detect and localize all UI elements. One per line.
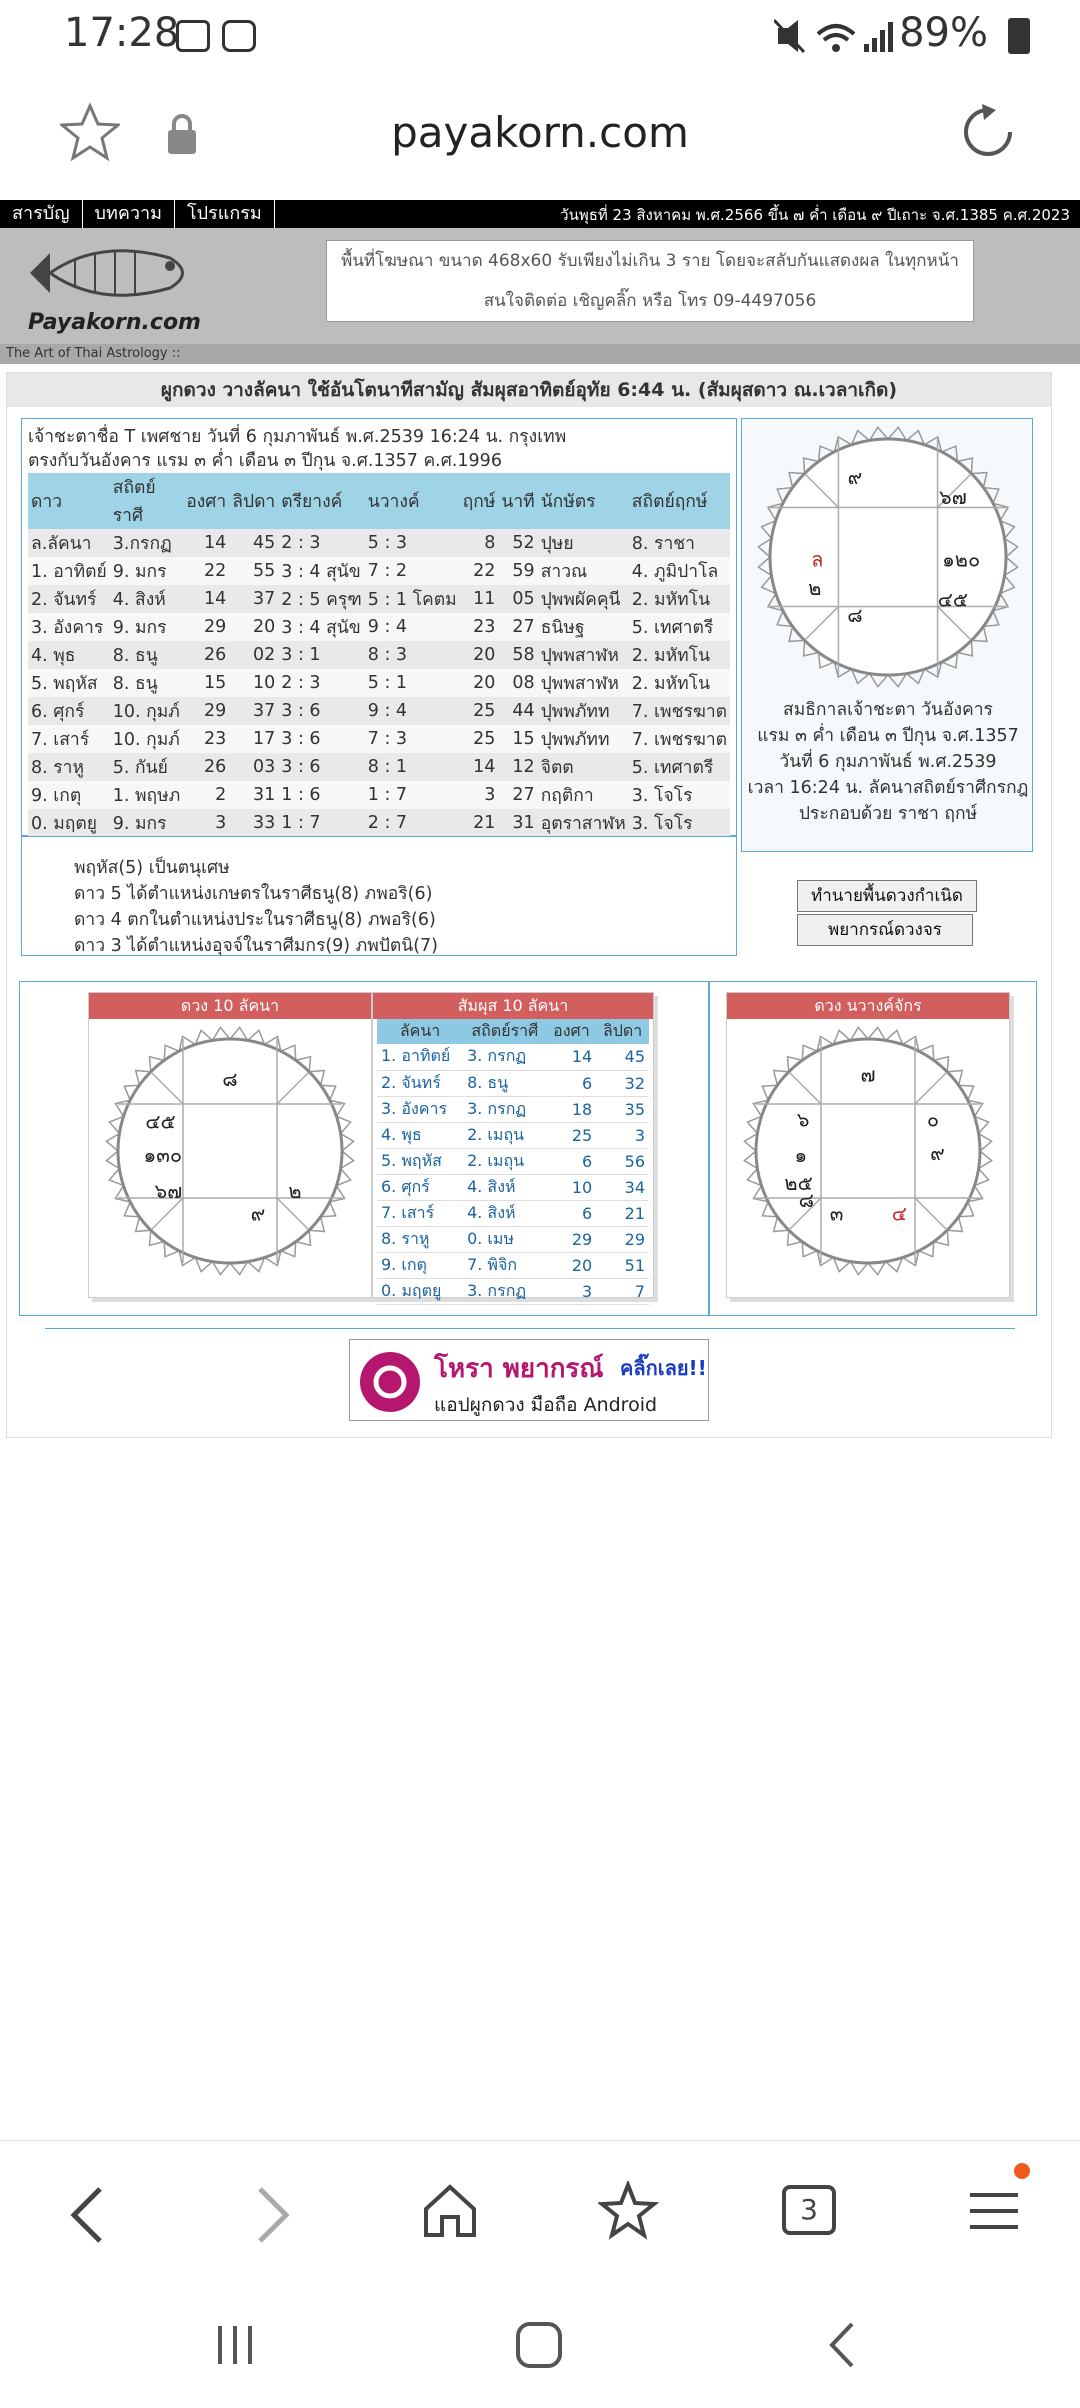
table-cell: ปุพพภัทท [538, 725, 629, 753]
wheel-label: ๓ [829, 1201, 844, 1226]
table-cell: 25 [547, 1122, 597, 1148]
table-cell: 37 [229, 585, 278, 613]
table-cell: 8. ราหู [28, 753, 110, 781]
col-header: องศา [547, 1019, 597, 1044]
wheel-label: ๑ [794, 1143, 808, 1168]
app-logo-icon [358, 1350, 422, 1414]
table-cell: 4. สิงห์ [463, 1174, 547, 1200]
browser-toolbar [0, 2140, 1080, 2280]
table-cell: 5. กันย์ [110, 753, 183, 781]
table-cell: 3. โจโร [629, 809, 730, 837]
table-row [377, 1044, 649, 1070]
table-cell: 31 [229, 781, 278, 809]
table-cell: 6 [547, 1148, 597, 1174]
table-cell: 2 : 5 ครุฑ [278, 585, 365, 613]
table-cell: 3 : 1 [278, 641, 365, 669]
table-cell: 9. มกร [110, 613, 183, 641]
table-cell: 5 : 3 [365, 529, 460, 557]
predict-transit-button[interactable]: พยากรณ์ดวงจร [797, 914, 973, 946]
table-row [377, 1096, 649, 1122]
battery-percent: 89% [899, 10, 988, 56]
table-cell: 15 [498, 725, 537, 753]
note-line: พฤหัส(5) เป็นตนุเศษ [74, 858, 230, 878]
forward-icon[interactable] [248, 2185, 298, 2245]
table-cell: 1. อาทิตย์ [377, 1044, 463, 1070]
ten-lagna-box [88, 992, 372, 1298]
table-cell: 3. อังคาร [377, 1096, 463, 1122]
col-header: องศา [183, 473, 229, 529]
table-cell: 2. มหัทโน [629, 585, 730, 613]
table-cell: 4. สิงห์ [463, 1200, 547, 1226]
tabs-button[interactable]: 3 [782, 2185, 836, 2235]
table-cell: 8 [460, 529, 499, 557]
table-row [377, 1122, 649, 1148]
site-banner [0, 228, 1080, 344]
navamsa-title: ดวง นวางค์จักร [727, 993, 1009, 1019]
table-cell: 7 : 3 [365, 725, 460, 753]
table-cell: 7. เสาร์ [28, 725, 110, 753]
table-cell: 29 [596, 1226, 649, 1252]
col-header: ดาว [28, 473, 110, 529]
ad-banner[interactable] [326, 240, 974, 322]
brand-name[interactable]: Payakorn.com [28, 310, 201, 335]
table-cell: 7 : 2 [365, 557, 460, 585]
table-row [28, 641, 730, 669]
planet-table [28, 473, 730, 837]
table-cell: 21 [460, 809, 499, 837]
table-cell: 29 [547, 1226, 597, 1252]
caption-line: แรม ๓ ค่ำ เดือน ๓ ปีกุน จ.ศ.1357 [757, 726, 1019, 746]
caption-line: สมธิกาลเจ้าชะตา วันอังคาร [783, 700, 993, 720]
gallery-icon [176, 20, 210, 52]
table-cell: 4. พุธ [28, 641, 110, 669]
table-cell: 12 [498, 753, 537, 781]
wheel-label: ๒ [808, 575, 822, 600]
table-cell: 8. ราชา [629, 529, 730, 557]
wheel-label: ๙ [250, 1201, 266, 1226]
table-row [28, 725, 730, 753]
table-cell: 3. กรกฏ [463, 1044, 547, 1070]
ten-lagna-degrees-title: สัมผุส 10 ลัคนา [373, 993, 653, 1019]
table-cell: 14 [547, 1044, 597, 1070]
table-cell: 10 [547, 1174, 597, 1200]
table-cell: 6 [547, 1200, 597, 1226]
table-cell: 3. กรกฏ [463, 1096, 547, 1122]
table-cell: 31 [498, 809, 537, 837]
table-cell: 8. ธนู [110, 641, 183, 669]
table-cell: 3 [183, 809, 229, 837]
note-line: ดาว 3 ได้ตำแหน่งอุจจ์ในราศีมกร(9) ภพปัตนิ(7) [74, 936, 438, 956]
table-cell: 7 [596, 1278, 649, 1304]
table-cell: 32 [596, 1070, 649, 1096]
col-header: สถิตย์ราศี [110, 473, 183, 529]
table-cell: 8. ธนู [110, 669, 183, 697]
table-cell: 55 [229, 557, 278, 585]
wheel-label: ๑๓๐ [143, 1143, 183, 1168]
wheel-label: ๘ [222, 1067, 238, 1092]
table-cell: 18 [547, 1096, 597, 1122]
system-nav-bar [0, 2280, 1080, 2408]
table-row [28, 669, 730, 697]
table-cell: 3 : 6 [278, 725, 365, 753]
app-ad-title: โหรา พยากรณ์ [434, 1354, 604, 1384]
ten-lagna-panel [19, 981, 709, 1316]
table-cell: 6. ศุกร์ [28, 697, 110, 725]
menu-icon[interactable] [964, 2181, 1024, 2241]
table-cell: 08 [498, 669, 537, 697]
table-row [377, 1252, 649, 1278]
table-cell: จิตต [538, 753, 629, 781]
table-cell: กฤติกา [538, 781, 629, 809]
table-cell: 05 [498, 585, 537, 613]
table-cell: 26 [183, 753, 229, 781]
table-cell: 25 [460, 697, 499, 725]
navamsa-panel [709, 981, 1037, 1316]
table-cell: อุตราสาฬห [538, 809, 629, 837]
signal-icons [774, 16, 894, 56]
back-nav-icon[interactable] [822, 2318, 862, 2372]
main-wheel-panel [741, 418, 1033, 852]
table-cell: 29 [183, 613, 229, 641]
table-cell: 3 [596, 1122, 649, 1148]
table-cell: ธนิษฐ [538, 613, 629, 641]
ad-line-1: พื้นที่โฆษณา ขนาด 468x60 รับเพียงไม่เกิน 3 ราย โดยจะสลับกันแสดงผล ในทุกหน้า [341, 251, 959, 271]
col-header: สถิตย์ราศี [463, 1019, 547, 1044]
app-ad-banner[interactable] [349, 1339, 709, 1421]
ten-lagna-degrees-box [372, 992, 654, 1301]
table-cell: 23 [460, 613, 499, 641]
owner-line-2: ตรงกับวันอังคาร แรม ๓ ค่ำ เดือน ๓ ปีกุน จ.ศ.1357 ค.ศ.1996 [28, 451, 502, 471]
table-cell: 5 : 1 [365, 669, 460, 697]
table-cell: 0. เมษ [463, 1226, 547, 1252]
table-cell: 11 [460, 585, 499, 613]
table-row [28, 557, 730, 585]
wheel-label: ๖ [796, 1107, 810, 1132]
app-ad-subtitle: แอปผูกดวง มือถือ Android [434, 1394, 658, 1416]
table-row [377, 1174, 649, 1200]
table-cell: 14 [460, 753, 499, 781]
table-cell: 4. สิงห์ [110, 585, 183, 613]
table-cell: 1 : 7 [278, 809, 365, 837]
table-cell: 58 [498, 641, 537, 669]
col-header: ตรียางค์ [278, 473, 365, 529]
table-row [28, 781, 730, 809]
table-cell: 29 [183, 697, 229, 725]
table-cell: 7. เสาร์ [377, 1200, 463, 1226]
table-cell: 7. เพชรฆาต [629, 697, 730, 725]
table-cell: 44 [498, 697, 537, 725]
table-row [28, 809, 730, 837]
table-cell: 0. มฤตยู [377, 1278, 463, 1304]
table-cell: 8 : 3 [365, 641, 460, 669]
table-row [28, 697, 730, 725]
table-cell: 2 : 7 [365, 809, 460, 837]
wheel-label: ๖๗ [939, 484, 967, 509]
back-icon[interactable] [62, 2185, 112, 2245]
table-cell: 7. เพชรฆาต [629, 725, 730, 753]
table-cell: 10. กุมภ์ [110, 725, 183, 753]
fish-logo-icon[interactable] [20, 238, 200, 308]
table-cell: 2. มหัทโน [629, 641, 730, 669]
nav-contents[interactable]: สารบัญ [0, 200, 83, 228]
table-cell: 7. พิจิก [463, 1252, 547, 1278]
table-cell: 20 [229, 613, 278, 641]
table-cell: 2. จันทร์ [377, 1070, 463, 1096]
table-cell: 3. อังคาร [28, 613, 110, 641]
notification-dot [1014, 2163, 1030, 2179]
chart-content [6, 372, 1052, 1438]
table-cell: 2 [183, 781, 229, 809]
table-row [377, 1200, 649, 1226]
alarm-icon [222, 20, 256, 52]
table-cell: 6. ศุกร์ [377, 1174, 463, 1200]
table-cell: 8. ราหู [377, 1226, 463, 1252]
notes-panel [21, 836, 737, 956]
table-cell: 1. พฤษภ [110, 781, 183, 809]
table-cell: 1. อาทิตย์ [28, 557, 110, 585]
app-ad-cta: คลิ๊กเลย!! [620, 1356, 707, 1380]
recent-apps-icon[interactable] [210, 2320, 260, 2370]
table-cell: 56 [596, 1148, 649, 1174]
wheel-label: ๔ [891, 1201, 907, 1226]
table-row [28, 585, 730, 613]
planet-table-panel [21, 418, 737, 836]
table-cell: 17 [229, 725, 278, 753]
table-cell: ล.ลัคนา [28, 529, 110, 557]
table-cell: 3 [547, 1278, 597, 1304]
table-cell: 3 : 4 สุนัข [278, 613, 365, 641]
wheel-label: ๑๒๐ [942, 547, 981, 572]
table-row [377, 1278, 649, 1304]
table-cell: 8 : 1 [365, 753, 460, 781]
caption-line: เวลา 16:24 น. ลัคนาสถิตย์ราศีกรกฎ [747, 778, 1029, 798]
table-cell: ปุพพสาฬห [538, 669, 629, 697]
status-bar [0, 0, 1080, 72]
table-cell: 9. มกร [110, 809, 183, 837]
table-cell: 5. พฤหัส [28, 669, 110, 697]
home-icon[interactable] [420, 2181, 480, 2241]
wheel-label: ๐ [926, 1107, 940, 1132]
table-cell: ปุษย [538, 529, 629, 557]
ten-lagna-title: ดวง 10 ลัคนา [89, 993, 371, 1019]
table-cell: 9 : 4 [365, 613, 460, 641]
table-cell: 21 [596, 1200, 649, 1226]
table-cell: 15 [183, 669, 229, 697]
nav-articles[interactable]: บทความ [83, 200, 175, 228]
table-cell: 10 [229, 669, 278, 697]
table-cell: 6 [547, 1070, 597, 1096]
wheel-label: ๙ [847, 464, 863, 489]
table-cell: 2 : 3 [278, 529, 365, 557]
table-cell: 27 [498, 781, 537, 809]
table-cell: 52 [498, 529, 537, 557]
wheel-label: ๒๕ [784, 1171, 813, 1196]
page-title: ผูกดวง วางลัคนา ใช้อันโตนาทีสามัญ สัมผุสอาทิตย์อุทัย 6:44 น. (สัมผุสดาว ณ.เวลาเกิด) [7, 373, 1051, 407]
table-cell: 59 [498, 557, 537, 585]
wheel-label: ๗ [860, 1062, 876, 1087]
table-row [377, 1070, 649, 1096]
table-row [377, 1226, 649, 1252]
nav-programs[interactable]: โปรแกรม [175, 200, 275, 228]
thai-date: วันพุธที่ 23 สิงหาคม พ.ศ.2566 ขึ้น ๗ ค่ำ เดือน ๙ ปีเถาะ จ.ศ.1385 ค.ศ.2023 [560, 206, 1070, 224]
table-cell: 1 : 6 [278, 781, 365, 809]
col-header: นักษัตร [538, 473, 629, 529]
col-header: ลัคนา [377, 1019, 463, 1044]
wheel-label: ๘ [847, 602, 863, 627]
table-cell: 02 [229, 641, 278, 669]
table-cell: 5. พฤหัส [377, 1148, 463, 1174]
reload-icon[interactable] [958, 102, 1018, 162]
table-cell: 03 [229, 753, 278, 781]
table-cell: 33 [229, 809, 278, 837]
table-cell: 25 [460, 725, 499, 753]
owner-line-1: เจ้าชะตาชื่อ T เพศชาย วันที่ 6 กุมภาพันธ์ พ.ศ.2539 16:24 น. กรุงเทพ [28, 427, 567, 447]
table-cell: 22 [460, 557, 499, 585]
table-cell: ปุพพผัคคุนี [538, 585, 629, 613]
table-row [377, 1148, 649, 1174]
battery-icon [1008, 18, 1030, 54]
table-cell: 3 : 6 [278, 697, 365, 725]
table-cell: 9. เกตุ [377, 1252, 463, 1278]
top-nav [0, 200, 1080, 228]
table-row [28, 753, 730, 781]
note-line: ดาว 5 ได้ตำแหน่งเกษตรในราศีธนู(8) ภพอริ(6) [74, 884, 433, 904]
table-cell: 10. กุมภ์ [110, 697, 183, 725]
table-cell: 9 : 4 [365, 697, 460, 725]
table-cell: 2 : 3 [278, 669, 365, 697]
browser-url-bar [0, 72, 1080, 200]
table-cell: 27 [498, 613, 537, 641]
table-cell: 3. โจโร [629, 781, 730, 809]
ten-lagna-wheel [89, 1019, 371, 1295]
table-cell: 0. มฤตยู [28, 809, 110, 837]
table-cell: 45 [596, 1044, 649, 1070]
table-cell: 4. พุธ [377, 1122, 463, 1148]
wheel-label: ๒ [288, 1179, 302, 1204]
table-cell: 26 [183, 641, 229, 669]
table-cell: 2. จันทร์ [28, 585, 110, 613]
table-cell: 1 : 7 [365, 781, 460, 809]
table-cell: 45 [229, 529, 278, 557]
table-cell: สาวณ [538, 557, 629, 585]
divider [45, 1328, 1015, 1329]
table-cell: 5 : 1 โคตม [365, 585, 460, 613]
wheel-label: ล [811, 547, 824, 572]
table-row [28, 613, 730, 641]
tagline: The Art of Thai Astrology :: [0, 344, 1080, 364]
bookmarks-icon[interactable] [598, 2181, 660, 2243]
table-cell: 4. ภูมิปาโล [629, 557, 730, 585]
table-cell: ปุพพภัทท [538, 697, 629, 725]
table-cell: 3. กรกฏ [463, 1278, 547, 1304]
navamsa-wheel [727, 1019, 1009, 1295]
table-cell: 5. เทศาตรี [629, 753, 730, 781]
caption-line: วันที่ 6 กุมภาพันธ์ พ.ศ.2539 [779, 752, 997, 772]
table-cell: 3 : 6 [278, 753, 365, 781]
col-header: นวางค์ [365, 473, 460, 529]
col-header: ลิปดา [596, 1019, 649, 1044]
predict-birth-button[interactable]: ทำนายพื้นดวงกำเนิด [797, 880, 977, 912]
table-cell: 9. เกตุ [28, 781, 110, 809]
table-cell: 20 [460, 669, 499, 697]
wheel-label: ๖๗ [154, 1179, 183, 1204]
col-header: สถิตย์ฤกษ์ [629, 473, 730, 529]
table-cell: ปุพพสาฬห [538, 641, 629, 669]
table-cell: 37 [229, 697, 278, 725]
table-cell: 20 [460, 641, 499, 669]
table-cell: 3 [460, 781, 499, 809]
table-cell: 3 : 4 สุนัข [278, 557, 365, 585]
table-cell: 2. เมถุน [463, 1148, 547, 1174]
url-text[interactable]: payakorn.com [391, 108, 689, 157]
wheel-label: ๔๕ [145, 1109, 176, 1134]
wheel-caption [742, 697, 1034, 827]
notes-list [22, 837, 736, 959]
table-row [28, 529, 730, 557]
table-cell: 23 [183, 725, 229, 753]
table-cell: 14 [183, 585, 229, 613]
table-cell: 20 [547, 1252, 597, 1278]
wheel-label: ๔๕ [937, 587, 969, 612]
caption-line: ประกอบด้วย ราชา ฤกษ์ [798, 804, 978, 824]
navamsa-box [726, 992, 1010, 1298]
table-cell: 22 [183, 557, 229, 585]
col-header: นาที [498, 473, 537, 529]
ad-line-2: สนใจติดต่อ เชิญคลิ๊ก หรือ โทร 09-4497056 [483, 291, 817, 311]
table-cell: 35 [596, 1096, 649, 1122]
table-cell: 51 [596, 1252, 649, 1278]
clock: 17:28 [64, 10, 180, 56]
wheel-label: ๘ [798, 1188, 815, 1212]
ten-lagna-table [377, 1019, 649, 1305]
table-cell: 34 [596, 1174, 649, 1200]
table-cell: 8. ธนู [463, 1070, 547, 1096]
note-line: ดาว 4 ตกในตำแหน่งประในราศีธนู(8) ภพอริ(6) [74, 910, 436, 930]
table-cell: 5. เทศาตรี [629, 613, 730, 641]
col-header: ฤกษ์ [460, 473, 499, 529]
table-cell: 2. เมถุน [463, 1122, 547, 1148]
home-nav-icon[interactable] [512, 2318, 566, 2372]
table-cell: 14 [183, 529, 229, 557]
table-cell: 9. มกร [110, 557, 183, 585]
wheel-label: ๙ [930, 1140, 945, 1165]
main-chart-wheel [748, 423, 1028, 691]
website [0, 200, 1080, 364]
table-cell: 2. มหัทโน [629, 669, 730, 697]
col-header: ลิปดา [229, 473, 278, 529]
table-cell: 3.กรกฏ [110, 529, 183, 557]
